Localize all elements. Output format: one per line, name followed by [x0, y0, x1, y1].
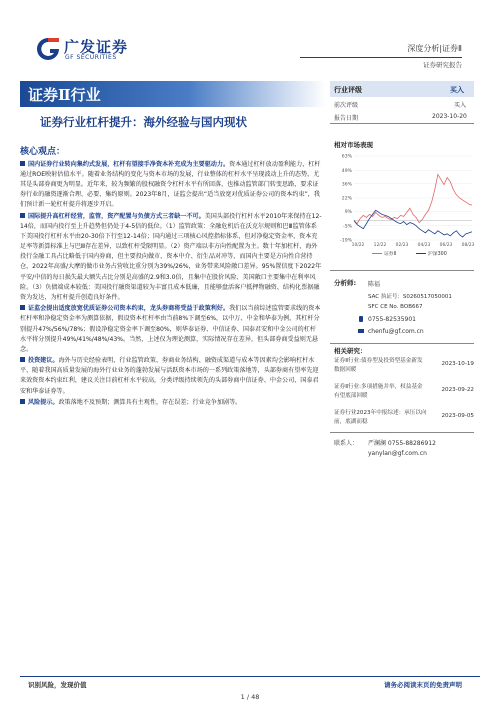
related-divider: [330, 343, 474, 344]
related-item[interactable]: [334, 383, 474, 407]
analyst-sac: SAC 执证号：S0260517050001: [368, 294, 452, 300]
related-heading: 相关研究：: [334, 347, 367, 355]
y-tick-label: 9%: [344, 209, 352, 215]
x-tick-label: 08/23: [461, 243, 475, 248]
x-tick-label: 02/23: [395, 243, 409, 248]
core-paragraph: [20, 356, 322, 396]
related-item[interactable]: [334, 357, 474, 381]
report-subtitle: 证券研究报告: [423, 61, 462, 69]
contact-person-label: 联系人：: [334, 440, 359, 447]
x-tick-label: 06/23: [439, 243, 453, 248]
core-point-title: 证监会提出适度放宽优质证券公司资本约束，龙头券商将受益于政策利好。: [28, 305, 230, 313]
x-tick-label: 12/22: [373, 243, 387, 248]
y-tick-label: -19%: [340, 238, 352, 244]
logo-text-cn: 广发证券: [64, 38, 129, 56]
footer-divider: [20, 676, 480, 677]
gf-logo-icon: [35, 36, 61, 62]
core-point-text: 海外与历史经验表明，行业监管政策、券商业务结构、融资成渠道与成本等因素均会影响杠杆水平，随着我国高质量发展的海外行业业务的蓬勃发展与活跃资本市场的一系列政策落地等，头部券商有望率先迎来效资资本约束红利，建议关注目前杠杆水平较高，分类评级持续领先的头部券商中信证券、中金公司、国泰君安和华泰证券等。: [20, 357, 319, 395]
phone-icon: [358, 316, 364, 322]
y-tick-label: -5%: [343, 224, 352, 230]
related-date: 2023-09-22: [441, 387, 474, 393]
related-date: 2023-10-19: [441, 361, 474, 367]
bullet-icon: [20, 305, 25, 310]
contact-divider: [330, 432, 474, 433]
market-heading: 相对市场表现: [334, 141, 373, 149]
rating-value: 买入: [450, 86, 464, 94]
related-date: 2023-09-05: [441, 413, 474, 419]
core-views-body: [20, 160, 322, 410]
core-paragraph: [20, 398, 322, 408]
report-date-label: 报告日期: [334, 115, 359, 122]
core-paragraph: [20, 212, 322, 303]
analyst-divider: [330, 270, 474, 271]
related-title[interactable]: 证券Ⅱ行业:债券型及投资型基金新发数据回暖: [334, 358, 423, 373]
bullet-icon: [20, 357, 25, 362]
bullet-icon: [20, 399, 25, 404]
report-title: 证券行业杠杆提升：海外经验与国内现状: [40, 115, 247, 129]
report-date-value: 2023-10-20: [432, 113, 467, 120]
related-title[interactable]: 证券Ⅱ行业:多项措施并举，权益基金有望底部回暖: [334, 384, 423, 399]
analyst-phone: 0755-82535901: [368, 316, 416, 323]
contact-person: 严澜澜 0755-88286912: [368, 440, 436, 447]
industry-name: 证券Ⅱ行业: [28, 86, 101, 104]
email-icon: [358, 328, 364, 334]
core-point-title: 投资建议。: [28, 357, 59, 365]
bullet-icon: [20, 161, 25, 166]
footer-slogan: 识别风险，发现价值: [28, 681, 87, 689]
page-number: 1 / 48: [240, 693, 260, 701]
rating-label: 行业评级: [334, 86, 362, 94]
y-tick-label: 36%: [341, 182, 352, 188]
core-views-heading: 核心观点：: [20, 147, 66, 157]
related-title[interactable]: 证券行业2023年中报综述：承压以向前，底湖而稳: [334, 410, 427, 425]
core-paragraph: [20, 160, 322, 210]
analyst-sfc: SFC CE No. BOB667: [368, 304, 423, 310]
relative-performance-chart: [332, 150, 475, 260]
prev-rating-value: 买入: [454, 102, 467, 109]
y-tick-label: 49%: [341, 168, 352, 174]
analyst-email[interactable]: chenfu@gf.com.cn: [368, 328, 424, 335]
bullet-icon: [20, 213, 25, 218]
related-item[interactable]: [334, 409, 474, 433]
logo-text-en: GF SECURITIES: [65, 54, 117, 61]
y-tick-label: 22%: [341, 196, 352, 202]
contact-email[interactable]: yanylan@gf.com.cn: [368, 450, 427, 457]
core-paragraph: [20, 304, 322, 354]
header-divider: [300, 57, 462, 58]
y-tick-label: 63%: [341, 154, 352, 160]
core-point-title: 国际提升高杠杆经营，监管，资产配置与负债方式三者缺一不可。: [28, 212, 205, 220]
x-tick-label: 10/22: [351, 243, 365, 248]
related-list: [334, 346, 474, 433]
core-point-title: 风险提示。: [28, 399, 59, 407]
core-point-text: 我们以当前综述监管要求线的资本杠杆率和净稳定资金率为测算依据，假设资本杠杆率由当前8%下调至6%，以中万、中金和华泰为例，其杠杆分别提升47%/56%/78%；假设净稳定资金率下调至80%，则华泰证券、中信证券、国泰君安和中金公司的杠杆水平将分别提升49%/41%/48%/43%。当然，上述仅为理论测算，实际情况存在差异，但头部券商受益则无悬念。: [20, 305, 321, 353]
footer-disclaimer[interactable]: 请务必阅读末页的免责声明: [384, 681, 462, 689]
legend-label: 沪深300: [428, 252, 447, 257]
core-point-text: 美国头部投行杠杆水平2010年来保持在12-14倍，而国内投行至上升趋势但仍处于4-5倍的低位。（1）监管政策：全融危机后在沃克尔规则和巴Ⅲ监管体系下美国投行杠杆水平由20-30倍下行至12-14倍；国内通过三项核心风控指标体系，但对净稳定资金率、资本充足率等新算标准上与巴Ⅲ存在差异，以致杠杆受限明显。（2）资产端以非方向性配置为主。数十年加杠杆，海外投行金融工具占比略低于国内券商，但主要投向做市、资本中介、衍生品对冲等，而国内主要是方向性自营持仓，2022年高盛/大摩的做市业务占营收比重分别为39%/26%，业务带来风险敞口差异。95%置信度下2022年平安/中信的每日损失最大额失占比分别是高盛的2.9和3.0倍，且集中在股价风险、美国敞口主要集中在利率风险。（3）负债端成本较低：美国投行融资渠道较为丰富且成本低廉，且能够盘活客户抵押物融资、结构化票据融资为发达，为杠杆提升创造良好条件。: [20, 212, 322, 301]
core-point-title: 国内证券行业转向集约式发展，杠杆有望接手净资本补充成为主要驱动力。: [28, 161, 230, 168]
prev-rating-label: 前次评级: [334, 102, 359, 109]
core-point-text: 资本通过杠杆放动盈利能力，杠杆通过ROE映射估值水平。随着业务结构的变化与资本市场的发展，行业整体的杠杆水平呈现波动上升的态势，尤其是头部券商更为明显。近年来，较为频繁的股权融资令杠杆水平有所回落，也推动监管部门转变思路，要求证券行业的融资逐渐合理、必要、集约原则。2023年8月，证监会提出“适当放宽对优质证券公司的资本约束”，我们预计新一轮杠杆提升将逐步开启。: [20, 161, 321, 209]
legend-label: 证券Ⅱ: [384, 252, 396, 257]
analyst-name: 陈福: [368, 281, 381, 288]
analyst-label: 分析师:: [334, 279, 357, 287]
x-tick-label: 04/23: [417, 243, 431, 248]
core-point-text: 政策落地不及预期；测算具有主观性，存在误差；行业竞争加剧等。: [58, 399, 242, 407]
report-type: 深度分析|证券Ⅱ: [407, 44, 462, 53]
rating-divider: [330, 123, 474, 124]
